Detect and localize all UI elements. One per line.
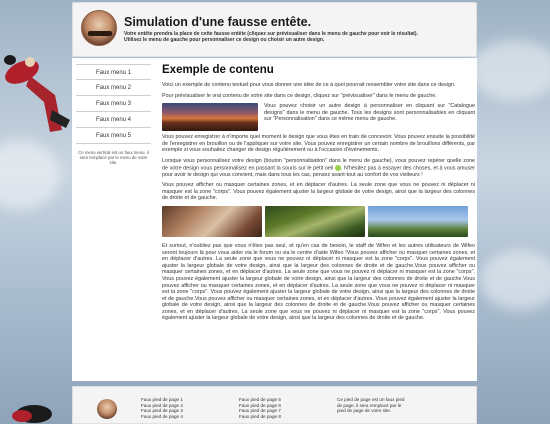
sidebar-item-4[interactable]: Faux menu 4 <box>76 112 151 128</box>
footer-link[interactable]: Faux pied de page 1 <box>141 397 183 402</box>
sidebar-item-2[interactable]: Faux menu 2 <box>76 80 151 96</box>
footer-logo <box>97 399 117 419</box>
footer-column-2 <box>239 397 281 419</box>
cloud-decoration <box>470 40 550 100</box>
paragraph: Pour prévisualiser le vrai contenu de votre site dans ce design, cliquez sur "prévisualiser" dans le menu de gauche. <box>162 92 437 99</box>
site-title: Simulation d'une fausse entête. <box>124 15 312 29</box>
people-photo <box>162 206 262 237</box>
skydiver-illustration <box>0 400 72 424</box>
page-title: Exemple de contenu <box>162 64 274 76</box>
cloud-decoration <box>0 140 60 210</box>
site-description: Votre entête prendra la place de cette fausse entête (cliquez sur prévisualiser dans le menu de gauche pour voir le résultat). Utilisez le menu de gauche pour personnaliser ce design ou choisir un autre design. <box>124 31 418 44</box>
footer-link[interactable]: Faux pied de page 3 <box>141 408 183 414</box>
landscape-photo <box>162 103 258 131</box>
forest-photo <box>265 206 365 237</box>
sky-photo <box>368 206 468 237</box>
paragraph-part: Lorsque vous personnalisez votre design (bouton "personnalisation" dans le menu de gauche), vous pouvez repérer quelle zone de votre design vous personnalisez en passant la souris sur le petit oeil <box>162 157 475 171</box>
footer-link[interactable]: Faux pied de page 6 <box>239 402 281 408</box>
site-logo <box>81 10 117 46</box>
sidebar-item-1[interactable]: Faux menu 1 <box>76 64 151 80</box>
sidebar-item-5[interactable]: Faux menu 5 <box>76 128 151 144</box>
sidebar-menu <box>76 64 151 165</box>
paragraph <box>162 158 475 178</box>
footer-link[interactable]: Faux pied de page 8 <box>239 413 281 419</box>
footer-link[interactable]: Faux pied de page 2 <box>141 402 183 408</box>
site-header <box>72 2 477 57</box>
paragraph: Voici un exemple de contenu textuel pour vous donner une idée de ce à quoi pourrait ressembler votre site dans ce design. <box>162 82 456 88</box>
paragraph: Vous pouvez choisir un autre design à personnaliser en cliquant sur "Catalogue designs" dans le menu de gauche. Tous les designs sont personnalisables en cliquant sur "Personnalisation" dans ce même menu de gauche. <box>264 103 475 123</box>
footer-note: Ce pied de page est un faux pied de page, il sera remplacé par le pied de page de votre site. <box>337 397 405 414</box>
sidebar-note: Ce menu vertical est un faux menu, il sera remplacé par le menu de votre site. <box>78 150 149 165</box>
cloud-decoration <box>480 250 550 310</box>
main-body <box>72 58 477 381</box>
paragraph-part: . N'hésitez pas à essayer des choses, et à vous amuser pour avoir le design qui vous convient, mais dans tous les cas, pensez avant-tout au confort de vos visiteurs ! <box>162 164 475 178</box>
footer-column-1 <box>141 397 183 419</box>
site-footer <box>72 386 477 424</box>
sidebar-item-3[interactable]: Faux menu 3 <box>76 96 151 112</box>
paragraph: Vous pouvez enregistrer à n'importe quel moment le design que vous êtes en train de concevoir. Vous pouvez ensuite la possibilité de l'enregistrer en brouillon ou de l'appliquer sur votre site. Vous pouvez enregistrer un certain nombre de brouillons différents, par exemple si vous souhaitez changer de design régulièrement ou à l'occasion d'évènements. <box>162 134 475 154</box>
main-content <box>162 64 475 378</box>
photo-row <box>162 206 475 237</box>
footer-link[interactable]: Faux pied de page 7 <box>239 408 281 414</box>
footer-link[interactable]: Faux pied de page 5 <box>239 397 281 402</box>
footer-link[interactable]: Faux pied de page 4 <box>141 413 183 419</box>
paragraph: Et surtout, n'oubliez pas que vous n'êtes pas seul, et qu'en cas de besoin, le staff de Wifeo et les autres utilisateurs de Wifeo seront toujours là pour vous aider via le forum ou via le centre d'aide Wifeo !Vous pouvez afficher ou masquer certaines zones, et en déplacer d'autres. La seule zone que vous ne pouvez ni déplacer ni masquer est la zone "corps". Vous pouvez également ajuster la largeur globale de votre design, ainsi que la largeur des colonnes de droite et de gauche.Vous pouvez afficher ou masquer certaines zones, et en déplacer d'autres. La seule zone que vous ne pouvez ni déplacer ni masquer est la zone "corps". Vous pouvez également ajuster la largeur globale de votre design, ainsi que la largeur des colonnes de droite et de gauche.Vous pouvez afficher ou masquer certaines zones, et en déplacer d'autres. La seule zone que vous ne pouvez ni déplacer ni masquer est la zone "corps". Vous pouvez également ajuster la largeur globale de votre design, ainsi que la largeur des colonnes de droite et de gauche.Vous pouvez afficher ou masquer certaines zones, et en déplacer d'autres. Vous pouvez également ajuster la largeur globale de votre design, ainsi que la largeur des colonnes de droite et de gauche.Vous pouvez afficher ou masquer certaines zones, et en déplacer d'autres. La seule zone que vous ne pouvez ni déplacer ni masquer est la zone "corps". Vous pouvez également ajuster la largeur globale de votre design, ainsi que la largeur des colonnes de droite et de gauche. <box>162 242 475 322</box>
skydiver-illustration <box>0 50 72 140</box>
paragraph: Vous pouvez afficher ou masquer certaines zones, et en déplacer d'autres. La seule zone que vous ne pouvez ni déplacer ni masquer est la zone "corps". Vous pouvez également ajuster la largeur globale de votre design, ainsi que la largeur des colonnes de droite et de gauche. <box>162 182 475 202</box>
